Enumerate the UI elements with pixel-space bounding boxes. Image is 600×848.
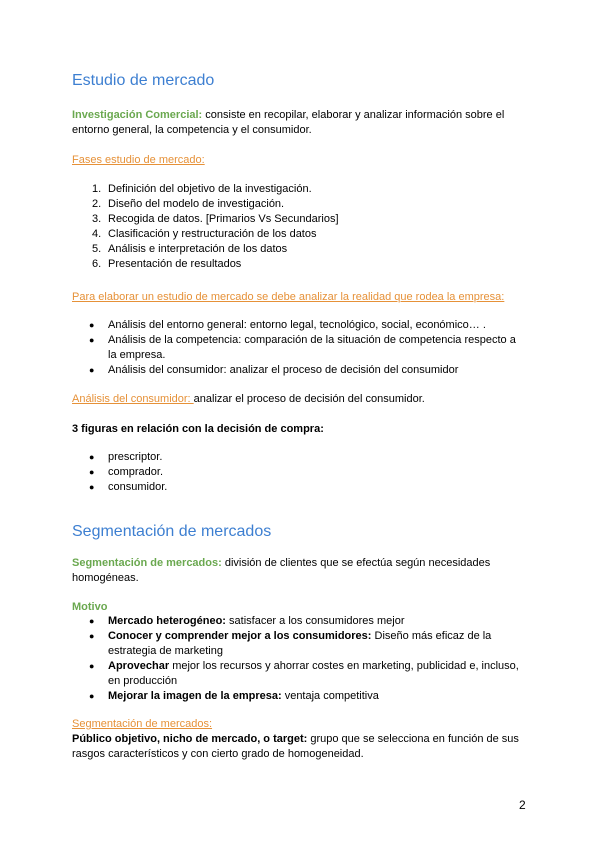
list-item: ● comprador.	[89, 466, 164, 478]
section-title-segmentacion: Segmentación de mercados	[72, 523, 272, 540]
list-item: ● consumidor.	[89, 481, 168, 493]
section-title-estudio: Estudio de mercado	[72, 72, 215, 89]
list-item: ● prescriptor.	[89, 451, 163, 463]
analisis-list	[89, 318, 526, 378]
motivo-label: Motivo	[72, 601, 108, 613]
figuras-title: 3 figuras en relación con la decisión de compra:	[72, 423, 324, 435]
consumidor-paragraph: Análisis del consumidor: analizar el proceso de decisión del consumidor.	[72, 393, 425, 405]
publico-paragraph: Público objetivo, nicho de mercado, o target: grupo que se selecciona en función de sus rasgos característicos y con cierto grado de homogeneidad.	[72, 733, 519, 760]
list-item: ● Análisis del entorno general: entorno legal, tecnológico, social, económico… .	[89, 319, 486, 331]
page-number: 2	[519, 798, 526, 812]
list-item: ● Mejorar la imagen de la empresa: ventaja competitiva	[89, 690, 379, 702]
list-item: ● Conocer y comprender mejor a los consumidores: Diseño más eficaz de la estrategia de marketing	[89, 630, 492, 657]
segmentacion-intro: Segmentación de mercados: división de clientes que se efectúa según necesidades homogéneas.	[72, 557, 491, 584]
figuras-list	[89, 450, 508, 495]
intro-text: consiste en recopilar, elaborar y analizar información sobre el entorno general, la competencia y el consumidor.	[72, 109, 505, 136]
list-item: ● Aprovechar mejor los recursos y ahorrar costes en marketing, publicidad e, incluso, en producción	[89, 660, 519, 687]
list-item: ● Mercado heterogéneo: satisfacer a los consumidores mejor	[89, 615, 405, 627]
list-item: 4. Clasificación y restructuración de los datos	[92, 228, 317, 240]
list-item: 5. Análisis e interpretación de los datos	[92, 243, 288, 255]
term-investigacion: Investigación Comercial:	[72, 109, 203, 121]
analizar-label: Para elaborar un estudio de mercado se debe analizar la realidad que rodea la empresa:	[72, 291, 505, 303]
list-item: 3. Recogida de datos. [Primarios Vs Secundarios]	[92, 213, 339, 225]
fases-list	[92, 182, 528, 272]
list-item: ● Análisis de la competencia: comparación de la situación de competencia respecto a la empresa.	[89, 334, 516, 361]
segm-label: Segmentación de mercados:	[72, 718, 213, 730]
list-item: 6. Presentación de resultados	[92, 258, 242, 270]
list-item: 1. Definición del objetivo de la investigación.	[92, 183, 312, 195]
motivos-list	[89, 614, 528, 704]
fases-label: Fases estudio de mercado:	[72, 154, 205, 166]
intro-paragraph	[72, 108, 532, 138]
list-item: 2. Diseño del modelo de investigación.	[92, 198, 285, 210]
list-item: ● Análisis del consumidor: analizar el proceso de decisión del consumidor	[89, 364, 459, 376]
